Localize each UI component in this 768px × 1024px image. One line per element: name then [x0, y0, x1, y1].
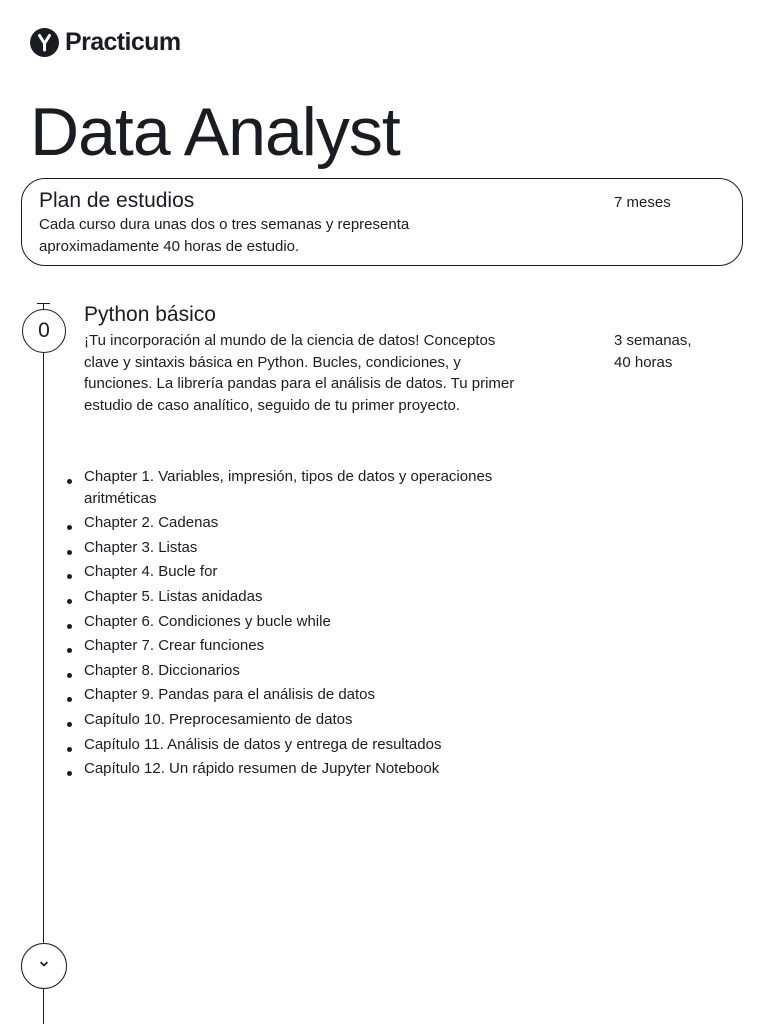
module-duration-hours: 40 horas	[614, 353, 673, 371]
chapter-item: Capítulo 11. Análisis de datos y entrega de resultados	[84, 734, 534, 756]
module-duration-weeks: 3 semanas,	[614, 332, 692, 349]
chapter-item: Capítulo 10. Preprocesamiento de datos	[84, 709, 534, 731]
chapter-item: Chapter 5. Listas anidadas	[84, 586, 534, 608]
chevron-down-icon	[37, 957, 51, 976]
practicum-logo[interactable]	[30, 28, 181, 57]
chapter-item: Capítulo 12. Un rápido resumen de Jupyter Notebook	[84, 758, 534, 780]
study-plan-card	[21, 178, 743, 266]
page-title: Data Analyst	[30, 94, 400, 170]
module-title: Python básico	[84, 303, 216, 326]
plan-description: Cada curso dura unas dos o tres semanas y representa aproximadamente 40 horas de estudio.	[39, 216, 410, 255]
plan-duration: 7 meses	[614, 194, 671, 211]
timeline-cap	[37, 303, 50, 304]
expand-button[interactable]	[21, 943, 67, 989]
yandex-logo-icon	[30, 28, 59, 57]
chapter-item: Chapter 7. Crear funciones	[84, 635, 534, 657]
brand-name: Practicum	[65, 28, 181, 56]
chapter-item: Chapter 6. Condiciones y bucle while	[84, 611, 534, 633]
module-description: ¡Tu incorporación al mundo de la ciencia de datos! Conceptos clave y sintaxis básica en Python. Bucles, condiciones, y funciones. La librería pandas para el análisis de datos. Tu primer estudio de caso analítico, seguido de tu primer proyecto.	[84, 332, 515, 414]
chapter-item: Chapter 8. Diccionarios	[84, 660, 534, 682]
plan-title: Plan de estudios	[39, 189, 195, 212]
chapter-item: Chapter 4. Bucle for	[84, 561, 534, 583]
chapter-item: Chapter 3. Listas	[84, 537, 534, 559]
module-duration	[614, 330, 724, 373]
module-number-badge: 0	[22, 309, 66, 353]
chapter-item: Chapter 9. Pandas para el análisis de datos	[84, 684, 534, 706]
chapter-list	[84, 466, 534, 783]
timeline-line	[43, 303, 44, 1024]
chapter-item: Chapter 1. Variables, impresión, tipos de datos y operaciones aritméticas	[84, 466, 534, 509]
chapter-item: Chapter 2. Cadenas	[84, 512, 534, 534]
